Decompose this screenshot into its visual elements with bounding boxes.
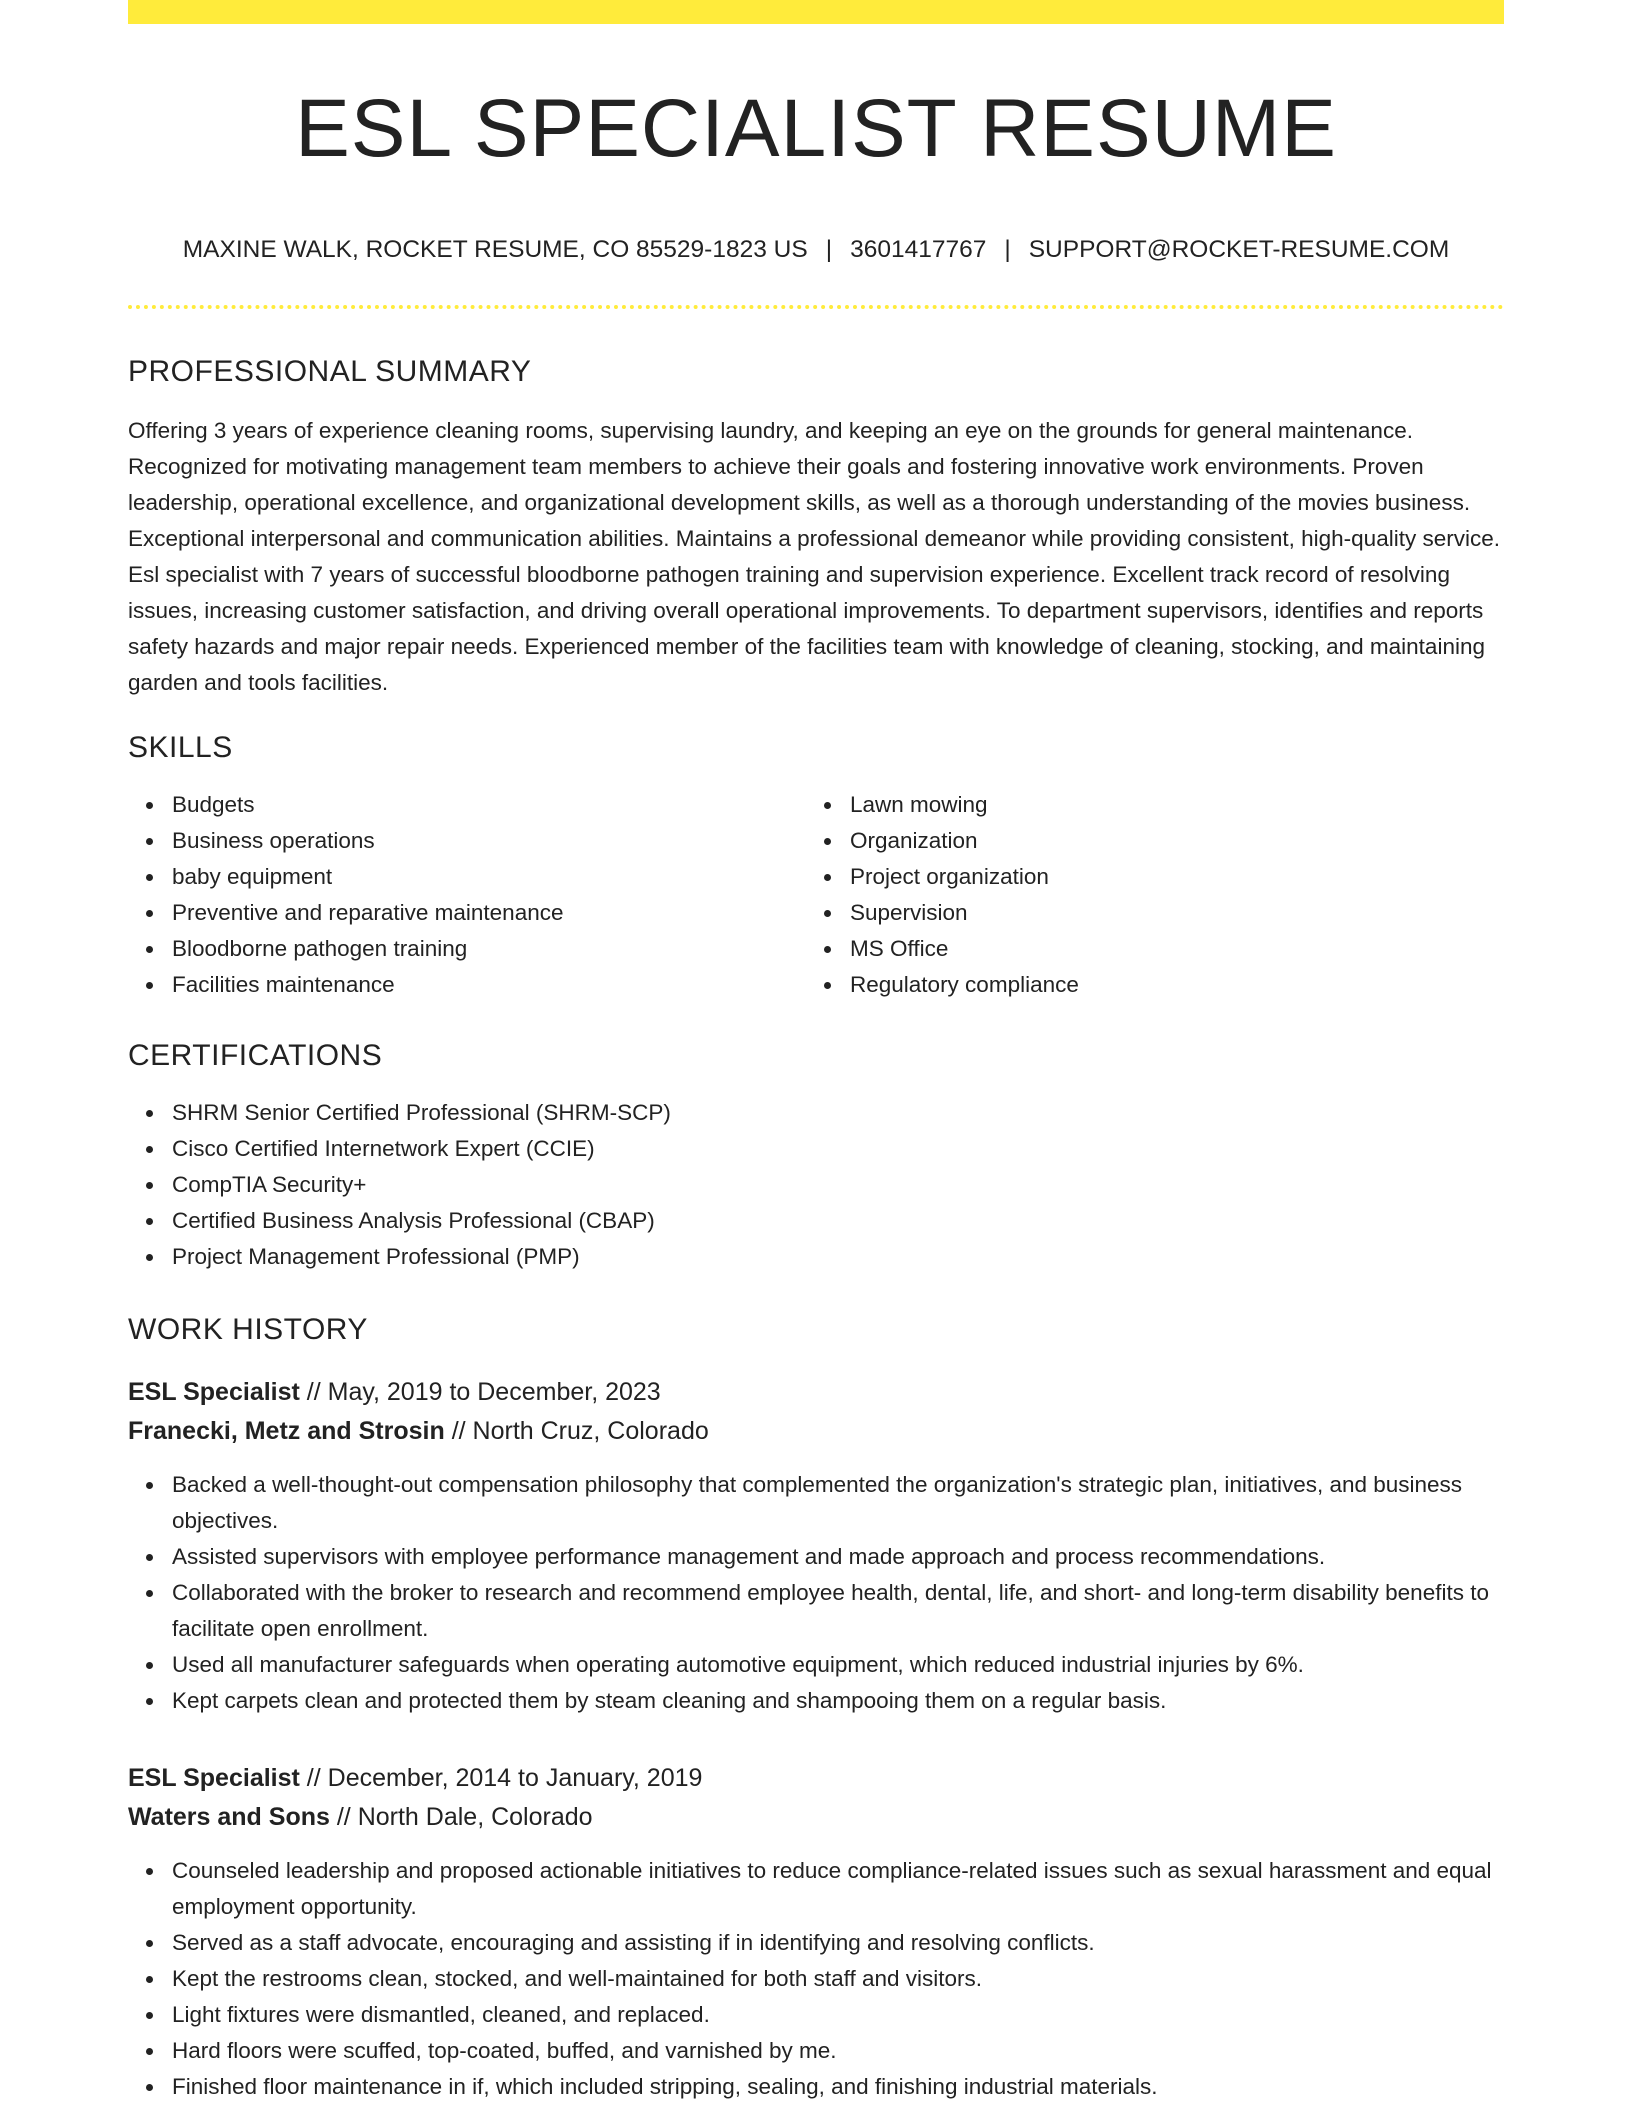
job-bullet: Collaborated with the broker to research and recommend employee health, dental, life, and short- and long-term disability benefits to facilitate open enrollment. <box>172 1575 1504 1647</box>
contact-separator: | <box>1004 236 1011 263</box>
skill-item: Project organization <box>850 859 1484 895</box>
skills-heading: SKILLS <box>128 730 233 764</box>
skill-item: MS Office <box>850 931 1484 967</box>
certification-item: CompTIA Security+ <box>172 1167 1504 1203</box>
skill-item: baby equipment <box>172 859 806 895</box>
certification-item: Cisco Certified Internetwork Expert (CCIE) <box>172 1131 1504 1167</box>
job-bullet: Backed a well-thought-out compensation philosophy that complemented the organization's strategic plan, initiatives, and business objectives. <box>172 1467 1504 1539</box>
skill-item: Business operations <box>172 823 806 859</box>
contact-separator: | <box>825 236 833 263</box>
contact-phone: 3601417767 <box>850 236 987 263</box>
skill-item: Facilities maintenance <box>172 967 806 1003</box>
resume-title: ESL SPECIALIST RESUME <box>295 83 1337 174</box>
certification-item: Project Management Professional (PMP) <box>172 1239 1504 1275</box>
work-history-heading: WORK HISTORY <box>128 1312 368 1346</box>
job-title-line <box>128 1373 1504 1412</box>
job-bullet: Kept the restrooms clean, stocked, and well-maintained for both staff and visitors. <box>172 1961 1504 1997</box>
job-bullets <box>128 1853 1504 2105</box>
job-dates: // May, 2019 to December, 2023 <box>306 1377 661 1406</box>
job-bullet: Served as a staff advocate, encouraging and assisting if in identifying and resolving conflicts. <box>172 1925 1504 1961</box>
skill-item: Budgets <box>172 787 806 823</box>
job-company-line <box>128 1798 1504 1837</box>
certifications-list <box>128 1095 1504 1275</box>
skills-list-left <box>128 787 806 1003</box>
accent-bar <box>128 0 1504 24</box>
job-bullet: Finished floor maintenance in if, which included stripping, sealing, and finishing industrial materials. <box>172 2069 1504 2105</box>
certification-item: SHRM Senior Certified Professional (SHRM-SCP) <box>172 1095 1504 1131</box>
job-location: // North Cruz, Colorado <box>451 1416 709 1445</box>
certifications-heading: CERTIFICATIONS <box>128 1038 383 1072</box>
job-title: ESL Specialist <box>128 1763 300 1792</box>
skill-item: Supervision <box>850 895 1484 931</box>
job-bullets <box>128 1467 1504 1719</box>
job-bullet: Assisted supervisors with employee performance management and made approach and process recommendations. <box>172 1539 1504 1575</box>
skill-item: Regulatory compliance <box>850 967 1484 1003</box>
contact-line <box>128 238 1504 263</box>
summary-text: Offering 3 years of experience cleaning rooms, supervising laundry, and keeping an eye on the grounds for general maintenance. Recognized for motivating management team members to achieve their goals and fostering innovative work environments. Proven leadership, operational excellence, and organizational development skills, as well as a thorough understanding of the movies business. Exceptional interpersonal and communication abilities. Maintains a professional demeanor while providing consistent, high-quality service. Esl specialist with 7 years of successful bloodborne pathogen training and supervision experience. Excellent track record of resolving issues, increasing customer satisfaction, and driving overall operational improvements. To department supervisors, identifies and reports safety hazards and major repair needs. Experienced member of the facilities team with knowledge of cleaning, stocking, and maintaining garden and tools facilities. <box>128 417 1500 695</box>
skill-item: Preventive and reparative maintenance <box>172 895 806 931</box>
job-dates: // December, 2014 to January, 2019 <box>306 1763 703 1792</box>
job-bullet: Hard floors were scuffed, top-coated, buffed, and varnished by me. <box>172 2033 1504 2069</box>
job-location: // North Dale, Colorado <box>336 1802 593 1831</box>
summary-heading: PROFESSIONAL SUMMARY <box>128 354 532 388</box>
job-company: Waters and Sons <box>128 1802 330 1831</box>
certification-item: Certified Business Analysis Professional (CBAP) <box>172 1203 1504 1239</box>
skill-item: Bloodborne pathogen training <box>172 931 806 967</box>
job-entry <box>128 1759 1504 2105</box>
job-bullet: Used all manufacturer safeguards when operating automotive equipment, which reduced industrial injuries by 6%. <box>172 1647 1504 1683</box>
job-bullet: Counseled leadership and proposed actionable initiatives to reduce compliance-related issues such as sexual harassment and equal employment opportunity. <box>172 1853 1504 1925</box>
resume-page <box>128 0 1504 2105</box>
skill-item: Lawn mowing <box>850 787 1484 823</box>
contact-address: MAXINE WALK, ROCKET RESUME, CO 85529-1823 US <box>182 236 808 263</box>
contact-email: SUPPORT@ROCKET-RESUME.COM <box>1028 236 1450 263</box>
job-title: ESL Specialist <box>128 1377 300 1406</box>
skills-grid <box>128 787 1504 1003</box>
job-entry <box>128 1373 1504 1719</box>
skills-column-right <box>806 787 1484 1003</box>
skill-item: Organization <box>850 823 1484 859</box>
job-company: Franecki, Metz and Strosin <box>128 1416 445 1445</box>
skills-list-right <box>806 787 1484 1003</box>
skills-column-left <box>128 787 806 1003</box>
job-bullet: Light fixtures were dismantled, cleaned, and replaced. <box>172 1997 1504 2033</box>
header-divider <box>128 305 1504 309</box>
job-bullet: Kept carpets clean and protected them by steam cleaning and shampooing them on a regular basis. <box>172 1683 1504 1719</box>
job-company-line <box>128 1412 1504 1451</box>
job-title-line <box>128 1759 1504 1798</box>
